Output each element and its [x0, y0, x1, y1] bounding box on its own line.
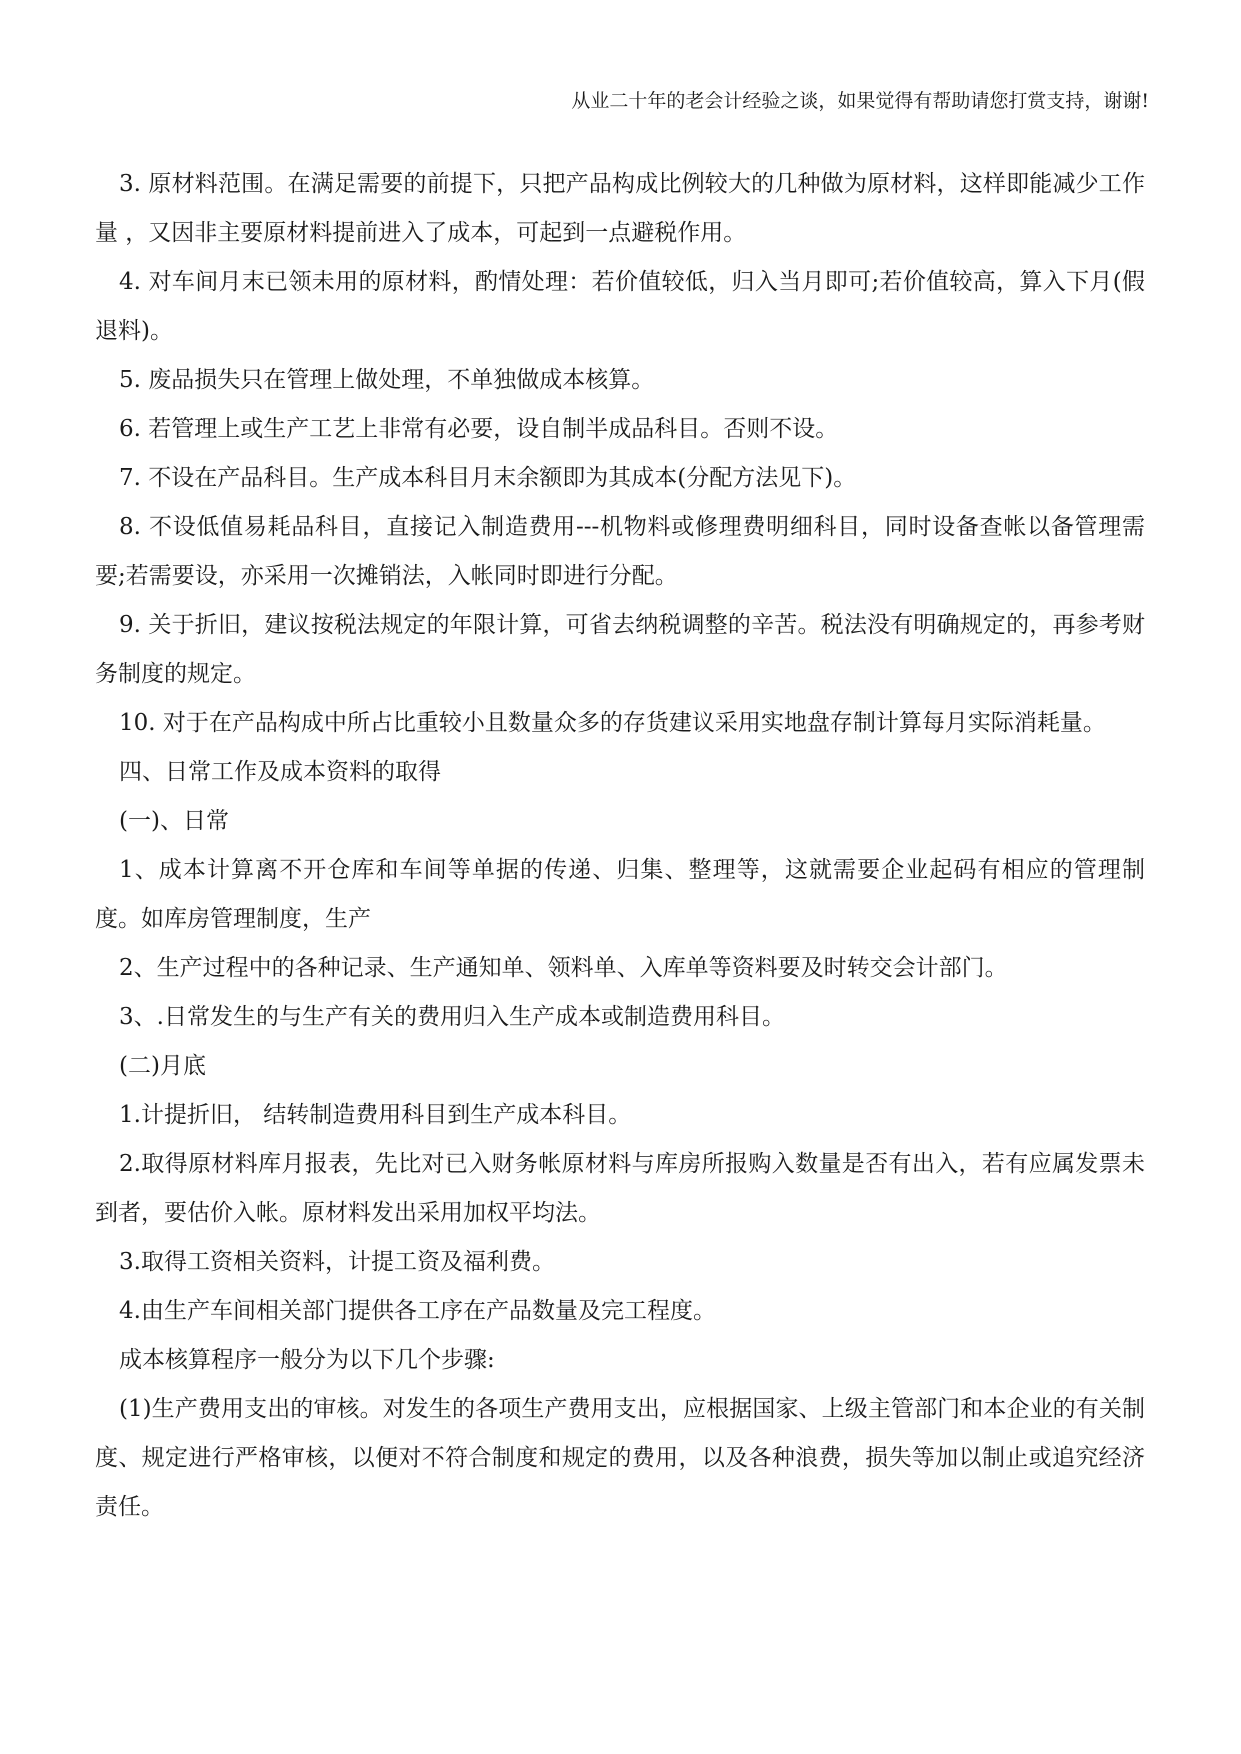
subsection-heading-month-end: (二)月底 — [119, 1053, 206, 1079]
header-note: 从业二十年的老会计经验之谈，如果觉得有帮助请您打赏支持，谢谢! — [571, 90, 1149, 112]
month-end-item-4: 4.由生产车间相关部门提供各工序在产品数量及完工程度。 — [119, 1298, 716, 1324]
section-heading-4: 四、日常工作及成本资料的取得 — [119, 759, 441, 785]
daily-item-2: 2、生产过程中的各种记录、生产通知单、领料单、入库单等资料要及时转交会计部门。 — [119, 955, 1008, 981]
paragraph-item-7: 7. 不设在产品科目。生产成本科目月末余额即为其成本(分配方法见下)。 — [119, 465, 857, 491]
paragraph-item-6: 6. 若管理上或生产工艺上非常有必要，设自制半成品科目。否则不设。 — [119, 416, 839, 442]
month-end-item-3: 3.取得工资相关资料，计提工资及福利费。 — [119, 1249, 555, 1275]
daily-item-3: 3、.日常发生的与生产有关的费用归入生产成本或制造费用科目。 — [119, 1004, 785, 1030]
daily-item-1: 1、成本计算离不开仓库和车间等单据的传递、归集、整理等，这就需要企业起码有相应的管理制度。如库房管理制度，生产 — [95, 857, 1145, 932]
paragraph-item-4: 4. 对车间月末已领未用的原材料，酌情处理：若价值较低，归入当月即可;若价值较高，算入下月(假退料)。 — [95, 269, 1145, 344]
paragraph-item-10: 10. 对于在产品构成中所占比重较小且数量众多的存货建议采用实地盘存制计算每月实际消耗量。 — [119, 710, 1106, 736]
procedure-intro: 成本核算程序一般分为以下几个步骤: — [119, 1347, 495, 1373]
procedure-step-1: (1)生产费用支出的审核。对发生的各项生产费用支出，应根据国家、上级主管部门和本企业的有关制度、规定进行严格审核，以便对不符合制度和规定的费用，以及各种浪费，损失等加以制止或追究经济责任。 — [95, 1396, 1145, 1520]
paragraph-item-8: 8. 不设低值易耗品科目，直接记入制造费用---机物料或修理费明细科目，同时设备查帐以备管理需要;若需要设，亦采用一次摊销法，入帐同时即进行分配。 — [95, 514, 1145, 589]
paragraph-item-5: 5. 废品损失只在管理上做处理，不单独做成本核算。 — [119, 367, 655, 393]
month-end-item-1: 1.计提折旧， 结转制造费用科目到生产成本科目。 — [119, 1102, 632, 1128]
document-body — [95, 160, 1145, 1532]
paragraph-item-3: 3. 原材料范围。在满足需要的前提下，只把产品构成比例较大的几种做为原材料，这样即能减少工作量 ，又因非主要原材料提前进入了成本，可起到一点避税作用。 — [95, 171, 1145, 246]
month-end-item-2: 2.取得原材料库月报表，先比对已入财务帐原材料与库房所报购入数量是否有出入，若有应属发票未到者，要估价入帐。原材料发出采用加权平均法。 — [95, 1151, 1145, 1226]
subsection-heading-daily: (一)、日常 — [119, 808, 229, 834]
paragraph-item-9: 9. 关于折旧，建议按税法规定的年限计算，可省去纳税调整的辛苦。税法没有明确规定的，再参考财务制度的规定。 — [95, 612, 1145, 687]
